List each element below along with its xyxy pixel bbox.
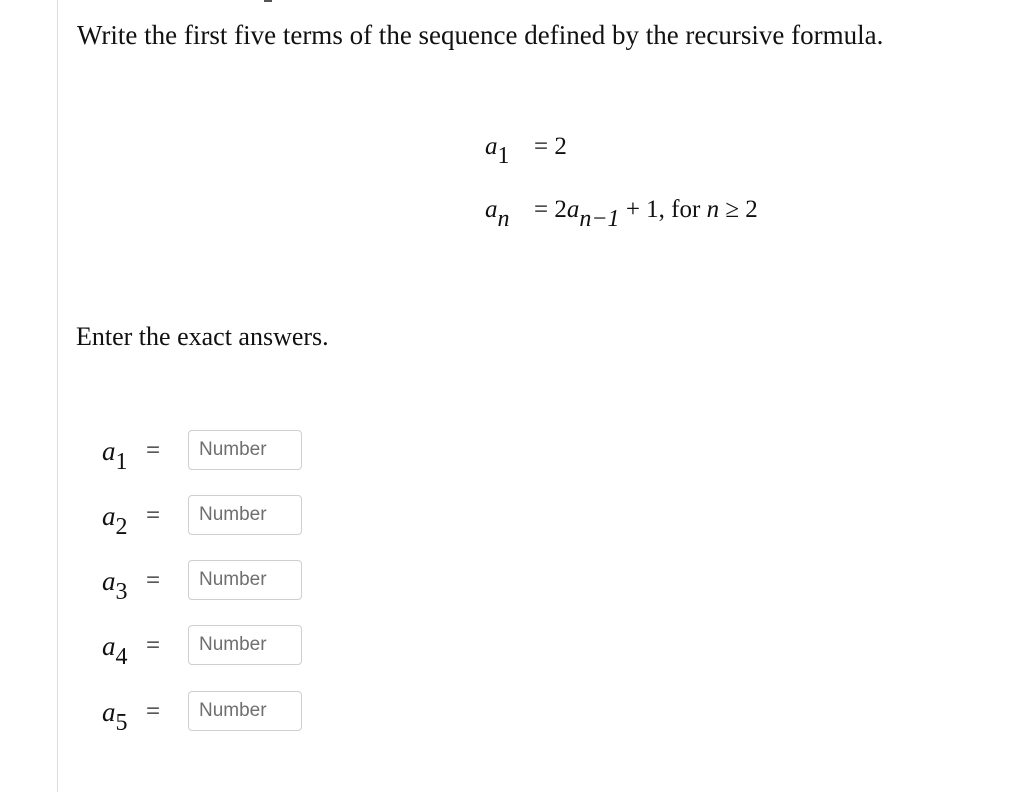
answer-instruction: Enter the exact answers. xyxy=(76,322,329,351)
answer-label-a3: $a_3$ xyxy=(102,566,128,605)
answer-row-a2 xyxy=(100,494,320,538)
answer-input-a3[interactable] xyxy=(188,560,302,600)
formula-lhs-a1: $a_1$ xyxy=(485,133,510,169)
equals-sign: = xyxy=(146,698,161,725)
equals-sign: = xyxy=(146,437,161,464)
formula-rhs-an: = 2an−1 + 1, for n ≥ 2 xyxy=(534,196,758,232)
equals-sign: = xyxy=(146,567,161,594)
recursive-formula xyxy=(480,125,880,235)
answer-label-a2: $a_2$ xyxy=(102,501,128,540)
left-divider xyxy=(57,0,58,792)
top-edge-mark xyxy=(264,0,272,2)
formula-rhs-a1: = 2 xyxy=(534,133,567,160)
answer-input-a2[interactable] xyxy=(188,495,302,535)
answer-label-a4: $a_4$ xyxy=(102,631,128,670)
formula-lhs-an: $a_n$ xyxy=(485,196,510,232)
answer-row-a4 xyxy=(100,624,320,668)
answer-label-a5: $a_5$ xyxy=(102,697,128,736)
answer-input-a5[interactable] xyxy=(188,691,302,731)
answer-row-a5 xyxy=(100,690,320,734)
question-prompt: Write the first five terms of the sequence defined by the recursive formula. xyxy=(77,20,884,50)
equals-sign: = xyxy=(146,632,161,659)
answer-input-a1[interactable] xyxy=(188,430,302,470)
answer-row-a1 xyxy=(100,429,320,473)
equals-sign: = xyxy=(146,502,161,529)
answer-row-a3 xyxy=(100,559,320,603)
answer-input-a4[interactable] xyxy=(188,625,302,665)
answer-label-a1: $a_1$ xyxy=(102,436,128,475)
